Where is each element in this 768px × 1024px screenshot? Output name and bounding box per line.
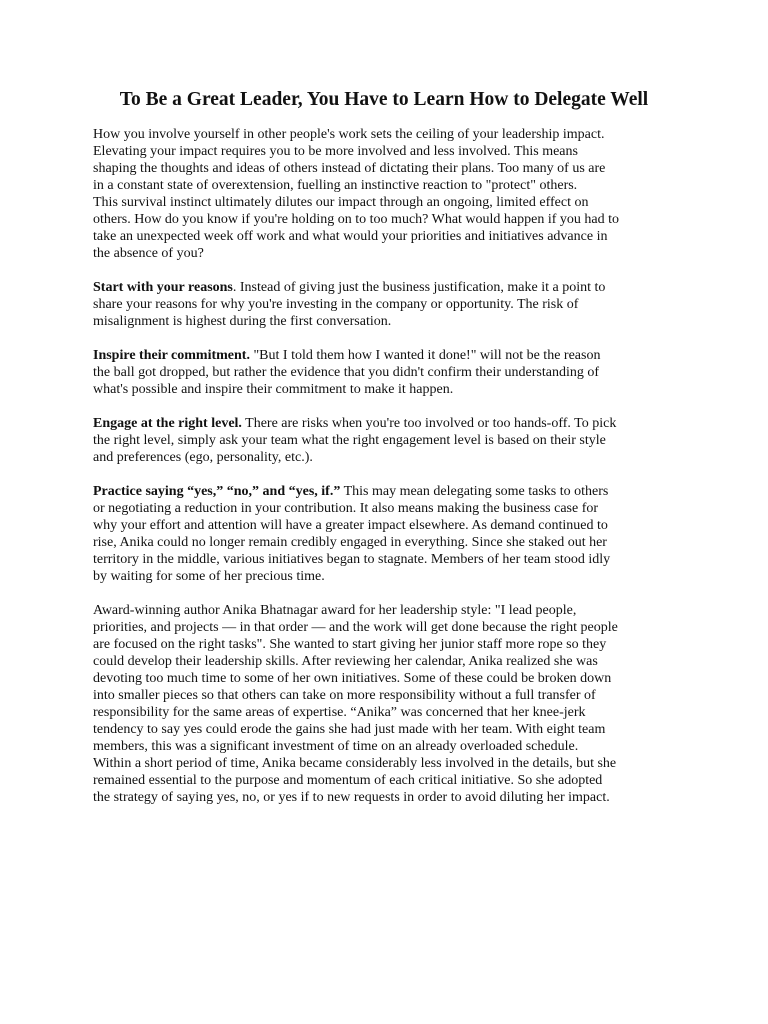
- text-line: what's possible and inspire their commitment to make it happen.: [93, 382, 454, 397]
- text-line: rise, Anika could no longer remain credibly engaged in everything. Since she staked out her: [93, 535, 607, 550]
- reasons-paragraph: [93, 279, 693, 330]
- text-line: devoting too much time to some of her own initiatives. Some of these could be broken down: [93, 671, 612, 686]
- text-line: territory in the middle, various initiatives began to stagnate. Members of her team stood idly: [93, 552, 611, 567]
- text-line: [93, 347, 693, 364]
- text-line: the strategy of saying yes, no, or yes if to new requests in order to avoid diluting her impact.: [93, 790, 610, 805]
- text-line: or negotiating a reduction in your contribution. It also means making the business case for: [93, 501, 599, 516]
- text-line: are focused on the right tasks". She wanted to start giving her junior staff more rope so they: [93, 637, 607, 652]
- paragraph-heading: Inspire their commitment.: [93, 348, 250, 363]
- text-line: misalignment is highest during the first conversation.: [93, 314, 392, 329]
- text-line: the ball got dropped, but rather the evidence that you didn't confirm their understanding of: [93, 365, 599, 380]
- text-line: in a constant state of overextension, fuelling an instinctive reaction to "protect" others.: [93, 178, 578, 193]
- text-line: remained essential to the purpose and momentum of each critical initiative. So she adopted: [93, 773, 603, 788]
- text-line: Within a short period of time, Anika became considerably less involved in the details, but she: [93, 756, 617, 771]
- text-line: [93, 483, 693, 500]
- text-line: share your reasons for why you're investing in the company or opportunity. The risk of: [93, 297, 579, 312]
- text-line: the right level, simply ask your team what the right engagement level is based on their style: [93, 433, 606, 448]
- document-title: To Be a Great Leader, You Have to Learn How to Delegate Well: [119, 89, 649, 110]
- paragraph-heading: Engage at the right level.: [93, 416, 242, 431]
- text-line: by waiting for some of her precious time.: [93, 569, 325, 584]
- text-line: priorities, and projects — in that order — and the work will get done because the right people: [93, 620, 618, 635]
- text-line: [93, 415, 693, 432]
- text-line: This survival instinct ultimately dilutes our impact through an ongoing, limited effect on: [93, 195, 589, 210]
- story-paragraph: [93, 602, 693, 806]
- paragraph-text: This may mean delegating some tasks to others: [340, 484, 609, 499]
- text-line: into smaller pieces so that others can take on more responsibility without a full transfer of: [93, 688, 596, 703]
- paragraph-text: . Instead of giving just the business justification, make it a point to: [232, 280, 606, 295]
- text-line: take an unexpected week off work and what would your priorities and initiatives advance in: [93, 229, 608, 244]
- text-line: How you involve yourself in other people's work sets the ceiling of your leadership impact.: [93, 127, 605, 142]
- text-line: Elevating your impact requires you to be more involved and less involved. This means: [93, 144, 578, 159]
- practice-paragraph: [93, 483, 693, 585]
- text-line: [93, 279, 693, 296]
- text-line: why your effort and attention will have a greater impact elsewhere. As demand continued to: [93, 518, 608, 533]
- paragraph-text: There are risks when you're too involved or too hands-off. To pick: [241, 416, 617, 431]
- text-line: tendency to say yes could erode the gains she had just made with her team. With eight team: [93, 722, 606, 737]
- text-line: Award-winning author Anika Bhatnagar award for her leadership style: "I lead people,: [93, 603, 577, 618]
- commitment-paragraph: [93, 347, 693, 398]
- text-line: and preferences (ego, personality, etc.).: [93, 450, 313, 465]
- text-line: could develop their leadership skills. After reviewing her calendar, Anika realized she was: [93, 654, 598, 669]
- paragraph-heading: Practice saying “yes,” “no,” and “yes, if.”: [93, 484, 341, 499]
- engage-paragraph: [93, 415, 693, 466]
- text-line: others. How do you know if you're holding on to too much? What would happen if you had to: [93, 212, 620, 227]
- text-line: responsibility for the same areas of expertise. “Anika” was concerned that her knee-jerk: [93, 705, 586, 720]
- text-line: the absence of you?: [93, 246, 204, 261]
- document-body: [93, 126, 693, 823]
- text-line: members, this was a significant investment of time on an already overloaded schedule.: [93, 739, 579, 754]
- paragraph-text: "But I told them how I wanted it done!" will not be the reason: [249, 348, 601, 363]
- text-line: shaping the thoughts and ideas of others instead of dictating their plans. Too many of us are: [93, 161, 606, 176]
- paragraph-heading: Start with your reasons: [93, 280, 233, 295]
- intro-paragraph: [93, 126, 693, 262]
